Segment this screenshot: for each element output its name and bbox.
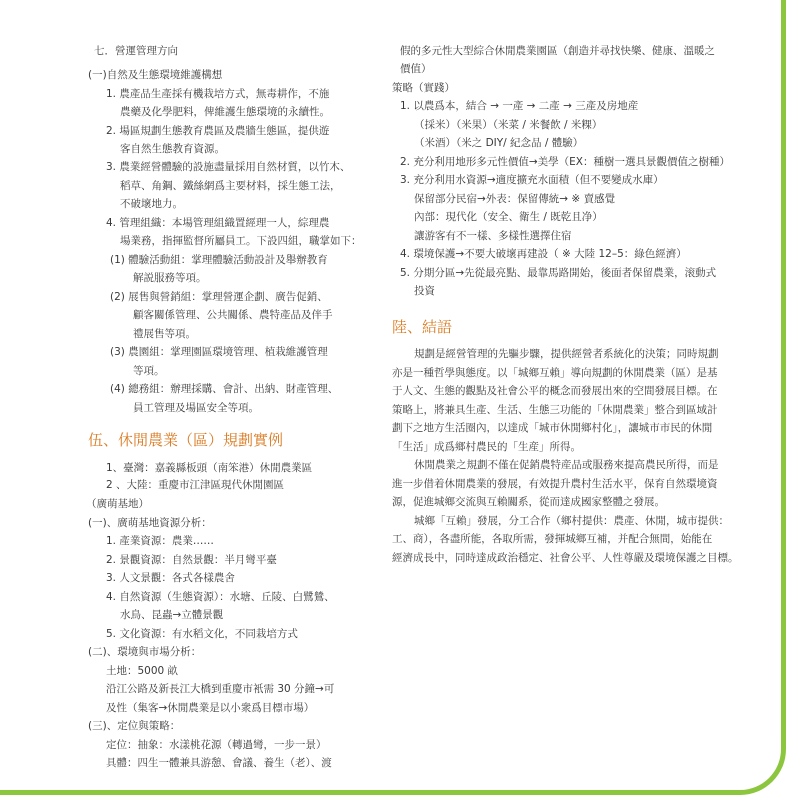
- sub-list-item: (3) 農園組：掌理園區環境管理、植栽維護管理: [110, 346, 328, 358]
- paragraph-line: 經濟成長中，同時達成政治穩定、社會公平、人性尊嚴及環境保護之目標。: [392, 552, 739, 564]
- paragraph-line: 「生活」成爲鄉村農民的「生産」所得。: [392, 441, 581, 453]
- sub-list-item-cont: 解説服務等項。: [133, 272, 207, 284]
- paragraph-line: 休閒農業之規劃不僅在促銷農特産品或服務來提高農民所得，而是: [414, 459, 719, 471]
- list-item: 3. 人文景觀：各式各樣農舍: [106, 572, 235, 584]
- sub-list-item-cont: 顧客關係管理、公共關係、農特產品及伴手: [133, 309, 333, 321]
- paragraph-line: 亦是一種哲學與態度。以「城鄉互賴」導向規劃的休閒農業（區）是基: [392, 367, 718, 379]
- paragraph-line: 劃下之地方生活圈內，以達成「城市休閒鄉村化」，讓城市市民的休閒: [392, 422, 713, 434]
- list-item-cont: 內部：現代化（安全、衛生 / 既乾且净）: [414, 211, 603, 223]
- sub-list-item: (1) 體驗活動組：掌理體驗活動設計及舉辦教育: [110, 254, 328, 266]
- list-item: 1. 產業資源：農業……: [106, 535, 214, 547]
- paragraph-line: 源，促進城鄉交流與互賴關系，從而達成國家整體之發展。: [392, 496, 665, 508]
- subsection-heading: 策略（實踐）: [392, 82, 455, 94]
- list-item: 3. 農業經營體驗的設施盡量採用自然材質，以竹木、: [106, 161, 351, 173]
- list-item-cont: 稻草、角鋼、鐵絲網爲主要材料，採生態工法，: [120, 180, 341, 192]
- paragraph-line: 具體：四生一體兼具游憩、會議、養生（老）、渡: [106, 757, 332, 769]
- list-item: 1. 農產品生產採有機栽培方式，無毒耕作，不施: [106, 88, 330, 100]
- example-item: 2 、大陸：重慶市江津區現代休閒園區: [106, 479, 285, 491]
- list-item-cont: 農藥及化學肥料，俾維護生態環境的永續性。: [120, 106, 330, 118]
- paragraph-line: 工、商），各盡所能，各取所需，發揮城鄉互補，并配合無間，始能在: [392, 533, 713, 545]
- example-item: 1、臺灣：嘉義縣板頭（南笨港）休閒農業區: [106, 462, 313, 474]
- paragraph-line: 規劃是經營管理的先驅步驟，提供經營者系統化的決策；同時規劃: [414, 348, 719, 360]
- list-item: 3. 充分利用水資源→適度擴充水面積（但不要變成水庫）: [400, 174, 664, 186]
- list-item: 2. 充分利用地形多元性價值→美學（EX：種樹一選具景觀價值之樹種）: [400, 156, 730, 168]
- paragraph-line: 土地：5000 畝: [106, 665, 179, 677]
- list-item-cont: 客自然生態教育資源。: [120, 143, 225, 155]
- list-item: 4. 環境保護→不要大破壞再建設（ ※ 大陸 12–5：綠色經濟）: [400, 248, 687, 260]
- list-item-cont: 保留部分民宿→外表：保留傳統→ ※ 賣感覺: [414, 193, 616, 205]
- list-item: 5. 分期分區→先從最亮點、最靠馬路開始，後面者保留農業，滚動式: [400, 267, 717, 279]
- list-item-cont: 不破壞地力。: [120, 198, 183, 210]
- sub-list-item-cont: 等項。: [133, 365, 165, 377]
- list-item-cont: 水鳥、昆蟲→立體景觀: [120, 609, 224, 621]
- sub-list-item-cont: 員工管理及場區安全等項。: [133, 402, 259, 414]
- subsection-heading: (二)、環境與市場分析：: [88, 646, 202, 658]
- paragraph-line: 定位：抽象：水漾桃花源（轉過彎，一步一景）: [106, 739, 327, 751]
- sub-list-item: (4) 總務組：辦理採購、會計、出納、財產管理、: [110, 383, 339, 395]
- sub-list-item-cont: 禮展售等項。: [133, 328, 196, 340]
- paragraph-line: 城鄉「互賴」發展，分工合作（鄉村提供：農產、休閒，城市提供：: [414, 515, 729, 527]
- list-item: 1. 以農爲本，結合 → 一產 → 二產 → 三產及房地産: [400, 100, 639, 112]
- list-item: 2. 場區規劃生態教育農區及農牆生態區，提供遊: [106, 125, 330, 137]
- paragraph-line: 及性（集客→休閒農業是以小衆爲目標市場）: [106, 702, 315, 714]
- list-item: 4. 管理組織：本場管理組織置經理一人，綜理農: [106, 217, 330, 229]
- paragraph-line: 于人文、生態的觀點及社會公平的概念而發展出來的空間發展目標。在: [392, 385, 718, 397]
- paragraph-line: 價值）: [400, 63, 432, 75]
- list-item-cont: 讓游客有不一樣、多樣性選擇住宿: [414, 230, 572, 242]
- section-heading-five: 伍、休閒農業（區）規劃實例: [88, 431, 284, 449]
- section-heading-six: 陸、結語: [392, 318, 453, 336]
- list-item-cont: 場業務，指揮監督所屬員工。下設四組，職掌如下：: [120, 235, 362, 247]
- list-item-cont: （米酒）（米之 DIY/ 紀念品 / 體驗）: [414, 137, 584, 149]
- paragraph-line: 策略上，將兼具生產、生活、生態三功能的「休閒農業」整合到區域計: [392, 404, 718, 416]
- subsection-heading: (三)、定位與策略：: [88, 720, 181, 732]
- paragraph-line: 假的多元性大型綜合休閒農業園區（創造并尋找快樂、健康、溫暖之: [400, 45, 715, 57]
- list-item: 2. 景觀資源：自然景觀：半月彎平臺: [106, 554, 277, 566]
- example-item-cont: （廣萌基地）: [86, 498, 149, 510]
- section-heading-seven: 七．營運管理方向: [94, 45, 178, 57]
- subsection-heading: (一)、廣萌基地資源分析：: [88, 517, 212, 529]
- list-item: 4. 自然資源（生態資源）：水塘、丘陵、白鷺鷥、: [106, 591, 335, 603]
- list-item-cont: 投資: [414, 285, 435, 297]
- paragraph-line: 沿江公路及新長江大橋到重慶市衹需 30 分鐘→可: [106, 683, 335, 695]
- sub-list-item: (2) 展售與營銷組：掌理營運企劃、廣告促銷、: [110, 291, 328, 303]
- subsection-heading: (一)自然及生態環境維護構想: [88, 69, 223, 81]
- list-item: 5. 文化資源：有水稻文化，不同栽培方式: [106, 628, 298, 640]
- list-item-cont: （採米）（米果）（米菜 / 米餐飲 / 米粿）: [414, 119, 603, 131]
- paragraph-line: 進一步借着休閒農業的發展，有效提升農村生活水平，保育自然環境資: [392, 478, 718, 490]
